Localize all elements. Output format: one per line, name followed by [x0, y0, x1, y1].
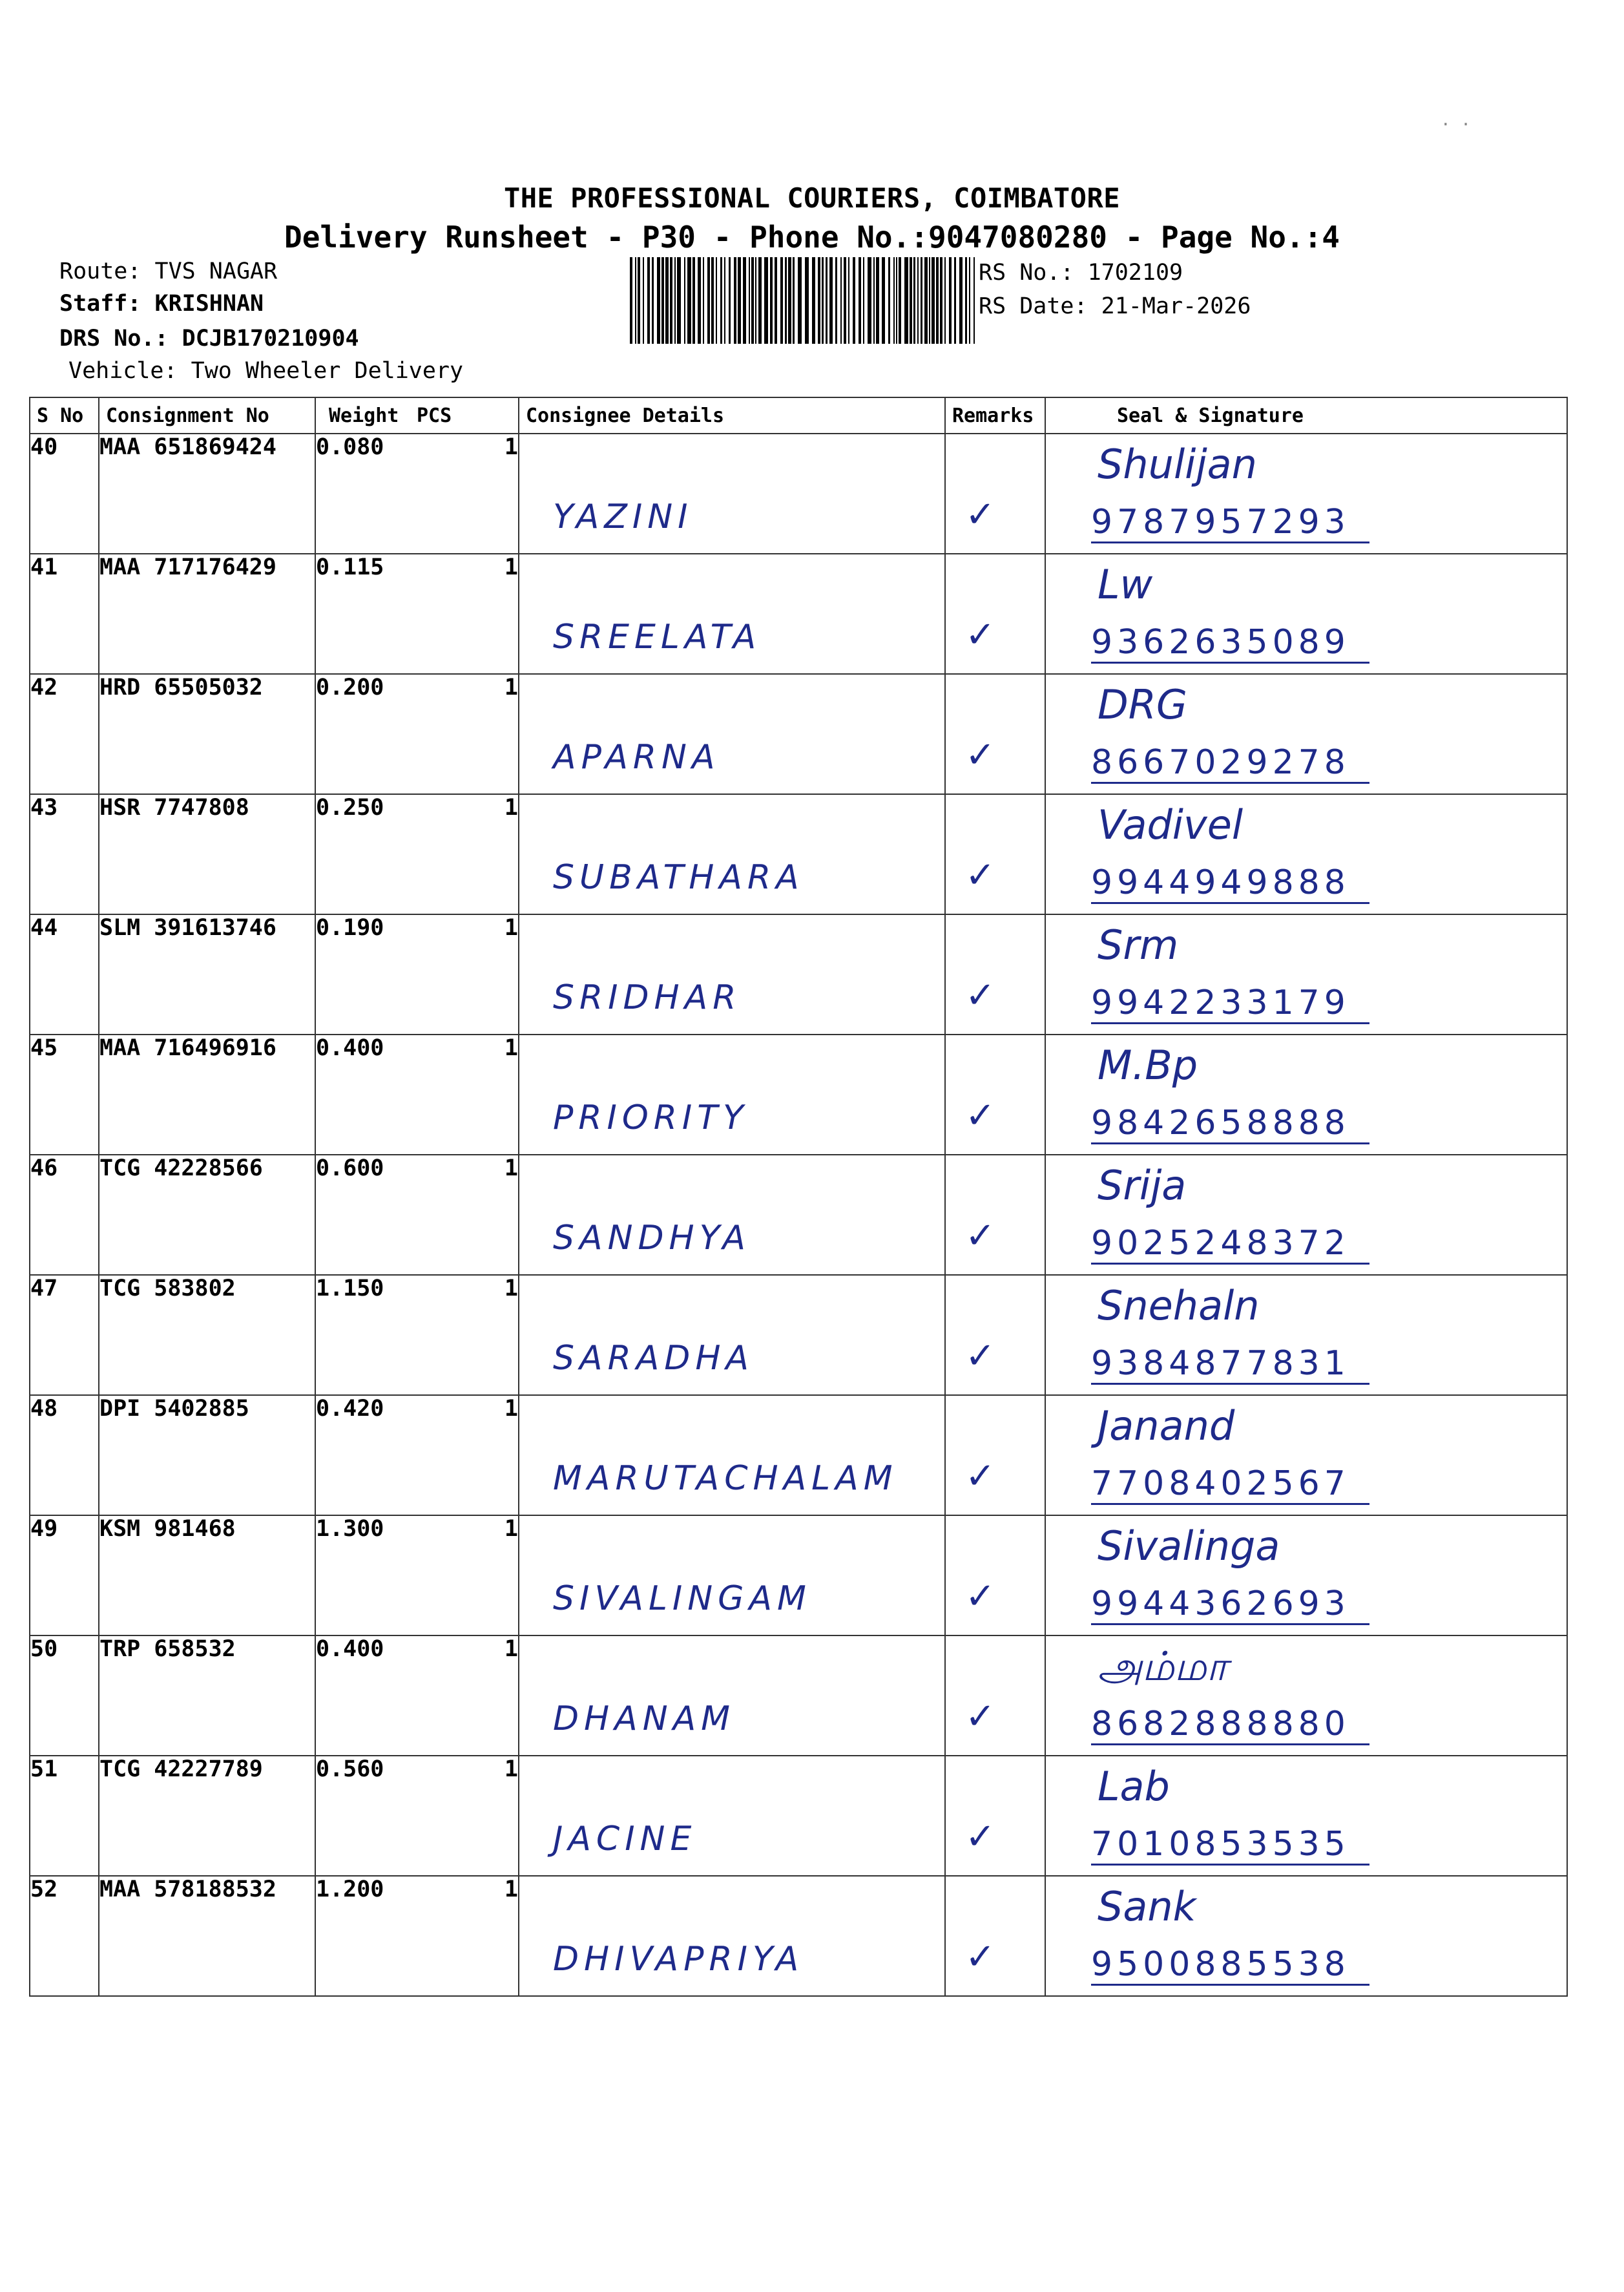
- remark-tick: ✓: [965, 1215, 995, 1257]
- signature: Sivalinga: [1098, 1522, 1280, 1570]
- row-seal-signature: [1045, 1395, 1567, 1515]
- row-weight: 0.250: [315, 794, 415, 914]
- col-consignment: Consignment No: [99, 397, 315, 434]
- staff-line: [59, 291, 264, 317]
- row-consignee: [519, 794, 945, 914]
- row-pcs: 1: [415, 1876, 519, 1996]
- drs-line: [59, 326, 359, 352]
- signature: அம்மா: [1098, 1643, 1228, 1690]
- table-row: [30, 1515, 1567, 1635]
- signature: Lw: [1098, 561, 1153, 608]
- row-remarks: [945, 1756, 1045, 1876]
- remark-tick: ✓: [965, 494, 995, 536]
- row-sno: 43: [30, 794, 99, 914]
- row-seal-signature: [1045, 1515, 1567, 1635]
- row-seal-signature: [1045, 914, 1567, 1035]
- row-remarks: [945, 434, 1045, 554]
- consignee-handwritten: SARADHA: [553, 1339, 754, 1378]
- signature: Srm: [1098, 921, 1179, 969]
- row-sno: 50: [30, 1635, 99, 1756]
- row-weight: 0.200: [315, 674, 415, 794]
- row-pcs: 1: [415, 1035, 519, 1155]
- drs-label: DRS No.:: [59, 326, 169, 352]
- barcode: [630, 257, 979, 344]
- row-seal-signature: [1045, 1275, 1567, 1395]
- row-consignment-no: MAA 578188532: [99, 1876, 315, 1996]
- col-sno: S No: [30, 397, 99, 434]
- table-row: [30, 794, 1567, 914]
- row-weight: 0.400: [315, 1035, 415, 1155]
- signature: Snehaln: [1098, 1282, 1260, 1329]
- signature: Lab: [1098, 1763, 1170, 1810]
- row-consignee: [519, 1876, 945, 1996]
- row-consignment-no: KSM 981468: [99, 1515, 315, 1635]
- row-pcs: 1: [415, 1275, 519, 1395]
- table-row: [30, 1876, 1567, 1996]
- consignee-handwritten: DHANAM: [553, 1699, 736, 1738]
- table-row: [30, 914, 1567, 1035]
- row-seal-signature: [1045, 1635, 1567, 1756]
- drs-value: DCJB170210904: [182, 326, 359, 352]
- vehicle-line: [68, 358, 463, 384]
- row-consignee: [519, 1035, 945, 1155]
- row-remarks: [945, 914, 1045, 1035]
- row-seal-signature: [1045, 1155, 1567, 1275]
- remark-tick: ✓: [965, 1575, 995, 1617]
- row-weight: 0.600: [315, 1155, 415, 1275]
- remark-tick: ✓: [965, 614, 995, 656]
- row-pcs: 1: [415, 554, 519, 674]
- row-weight: 0.560: [315, 1756, 415, 1876]
- table-row: [30, 674, 1567, 794]
- row-seal-signature: [1045, 1756, 1567, 1876]
- row-sno: 46: [30, 1155, 99, 1275]
- row-weight: 1.200: [315, 1876, 415, 1996]
- row-sno: 44: [30, 914, 99, 1035]
- row-weight: 0.400: [315, 1635, 415, 1756]
- rs-no-line: [979, 260, 1183, 286]
- row-remarks: [945, 1275, 1045, 1395]
- row-consignment-no: SLM 391613746: [99, 914, 315, 1035]
- consignee-handwritten: DHIVAPRIYA: [553, 1940, 804, 1979]
- signature-phone: 8682888880: [1091, 1705, 1369, 1745]
- signature-phone: 9842658888: [1091, 1104, 1369, 1144]
- signature-phone: 7010853535: [1091, 1825, 1369, 1866]
- consignee-handwritten: SREELATA: [553, 618, 762, 657]
- table-row: [30, 1756, 1567, 1876]
- row-pcs: 1: [415, 1635, 519, 1756]
- company-title: THE PROFESSIONAL COURIERS, COIMBATORE: [503, 182, 1121, 214]
- row-consignee: [519, 1155, 945, 1275]
- signature-phone: 9500885538: [1091, 1945, 1369, 1986]
- table-row: [30, 434, 1567, 554]
- row-pcs: 1: [415, 1155, 519, 1275]
- signature: Shulijan: [1098, 441, 1257, 488]
- row-consignee: [519, 674, 945, 794]
- row-consignee: [519, 1395, 945, 1515]
- rs-date-label: RS Date:: [979, 293, 1088, 319]
- signature: Sank: [1098, 1883, 1196, 1930]
- row-sno: 41: [30, 554, 99, 674]
- row-consignee: [519, 1635, 945, 1756]
- signature: Srija: [1098, 1162, 1187, 1209]
- row-sno: 42: [30, 674, 99, 794]
- row-consignment-no: MAA 651869424: [99, 434, 315, 554]
- row-consignment-no: TRP 658532: [99, 1635, 315, 1756]
- table-row: [30, 1155, 1567, 1275]
- signature-phone: 9025248372: [1091, 1224, 1369, 1265]
- row-sno: 51: [30, 1756, 99, 1876]
- signature: Vadivel: [1098, 801, 1244, 848]
- col-remarks: Remarks: [945, 397, 1045, 434]
- consignee-handwritten: APARNA: [553, 738, 720, 777]
- route-label: Route:: [59, 258, 141, 284]
- row-consignee: [519, 1275, 945, 1395]
- row-consignment-no: MAA 716496916: [99, 1035, 315, 1155]
- row-consignee: [519, 554, 945, 674]
- row-seal-signature: [1045, 674, 1567, 794]
- remark-tick: ✓: [965, 1696, 995, 1738]
- rs-date-value: 21-Mar-2026: [1101, 293, 1251, 319]
- vehicle-value: Two Wheeler Delivery: [191, 358, 464, 384]
- consignee-handwritten: SANDHYA: [553, 1219, 751, 1257]
- consignee-handwritten: SIVALINGAM: [553, 1579, 811, 1618]
- rs-no-label: RS No.:: [979, 260, 1074, 286]
- remark-tick: ✓: [965, 734, 995, 776]
- row-consignment-no: TCG 42227789: [99, 1756, 315, 1876]
- col-consignee: Consignee Details: [519, 397, 945, 434]
- row-consignee: [519, 914, 945, 1035]
- signature: Janand: [1098, 1402, 1235, 1449]
- row-remarks: [945, 1876, 1045, 1996]
- signature-phone: 9944362693: [1091, 1584, 1369, 1625]
- col-weight: Weight: [315, 397, 415, 434]
- row-seal-signature: [1045, 554, 1567, 674]
- signature: M.Bp: [1098, 1042, 1198, 1089]
- row-weight: 0.115: [315, 554, 415, 674]
- signature-phone: 9362635089: [1091, 623, 1369, 664]
- table-row: [30, 1275, 1567, 1395]
- row-sno: 47: [30, 1275, 99, 1395]
- row-pcs: 1: [415, 914, 519, 1035]
- consignee-handwritten: PRIORITY: [553, 1099, 749, 1137]
- row-remarks: [945, 1515, 1045, 1635]
- row-seal-signature: [1045, 434, 1567, 554]
- row-remarks: [945, 1395, 1045, 1515]
- vehicle-label: Vehicle:: [68, 358, 178, 384]
- table-row: [30, 554, 1567, 674]
- row-pcs: 1: [415, 674, 519, 794]
- signature-phone: 8667029278: [1091, 743, 1369, 784]
- row-weight: 1.300: [315, 1515, 415, 1635]
- row-consignment-no: HRD 65505032: [99, 674, 315, 794]
- table-row: [30, 1035, 1567, 1155]
- row-consignment-no: TCG 583802: [99, 1275, 315, 1395]
- row-sno: 40: [30, 434, 99, 554]
- col-seal: Seal & Signature: [1045, 397, 1567, 434]
- table-header-row: [30, 397, 1567, 434]
- row-consignment-no: DPI 5402885: [99, 1395, 315, 1515]
- col-pcs: PCS: [415, 397, 519, 434]
- row-sno: 48: [30, 1395, 99, 1515]
- row-remarks: [945, 674, 1045, 794]
- signature: DRG: [1098, 681, 1187, 728]
- scan-mark: · ·: [1441, 115, 1471, 134]
- row-pcs: 1: [415, 1756, 519, 1876]
- signature-phone: 9787957293: [1091, 503, 1369, 543]
- runsheet-subtitle: Delivery Runsheet - P30 - Phone No.:9047080280 - Page No.:4: [284, 220, 1340, 255]
- row-consignment-no: HSR 7747808: [99, 794, 315, 914]
- signature-phone: 9384877831: [1091, 1344, 1369, 1385]
- row-consignee: [519, 434, 945, 554]
- remark-tick: ✓: [965, 1455, 995, 1497]
- staff-label: Staff:: [59, 291, 141, 317]
- row-remarks: [945, 554, 1045, 674]
- remark-tick: ✓: [965, 1816, 995, 1858]
- row-remarks: [945, 1635, 1045, 1756]
- consignee-handwritten: MARUTACHALAM: [553, 1459, 898, 1498]
- row-consignee: [519, 1756, 945, 1876]
- row-remarks: [945, 1155, 1045, 1275]
- row-sno: 52: [30, 1876, 99, 1996]
- remark-tick: ✓: [965, 1095, 995, 1137]
- row-remarks: [945, 1035, 1045, 1155]
- rs-no-value: 1702109: [1087, 260, 1183, 286]
- row-pcs: 1: [415, 794, 519, 914]
- row-weight: 1.150: [315, 1275, 415, 1395]
- signature-phone: 9942233179: [1091, 983, 1369, 1024]
- row-weight: 0.190: [315, 914, 415, 1035]
- consignee-handwritten: YAZINI: [553, 498, 693, 536]
- row-sno: 49: [30, 1515, 99, 1635]
- remark-tick: ✓: [965, 854, 995, 896]
- row-pcs: 1: [415, 1395, 519, 1515]
- delivery-table: [29, 397, 1568, 1997]
- row-weight: 0.420: [315, 1395, 415, 1515]
- staff-value: KRISHNAN: [154, 291, 264, 317]
- row-seal-signature: [1045, 1876, 1567, 1996]
- table-row: [30, 1635, 1567, 1756]
- remark-tick: ✓: [965, 1335, 995, 1377]
- row-consignment-no: TCG 42228566: [99, 1155, 315, 1275]
- row-sno: 45: [30, 1035, 99, 1155]
- consignee-handwritten: SRIDHAR: [553, 978, 742, 1017]
- route-value: TVS NAGAR: [154, 258, 278, 284]
- row-pcs: 1: [415, 1515, 519, 1635]
- row-consignment-no: MAA 717176429: [99, 554, 315, 674]
- consignee-handwritten: JACINE: [553, 1820, 697, 1858]
- signature-phone: 9944949888: [1091, 863, 1369, 904]
- rs-date-line: [979, 293, 1251, 319]
- remark-tick: ✓: [965, 1936, 995, 1978]
- row-remarks: [945, 794, 1045, 914]
- row-consignee: [519, 1515, 945, 1635]
- row-weight: 0.080: [315, 434, 415, 554]
- consignee-handwritten: SUBATHARA: [553, 858, 804, 897]
- route-line: [59, 258, 277, 284]
- remark-tick: ✓: [965, 974, 995, 1016]
- row-seal-signature: [1045, 1035, 1567, 1155]
- row-pcs: 1: [415, 434, 519, 554]
- table-row: [30, 1395, 1567, 1515]
- signature-phone: 7708402567: [1091, 1464, 1369, 1505]
- row-seal-signature: [1045, 794, 1567, 914]
